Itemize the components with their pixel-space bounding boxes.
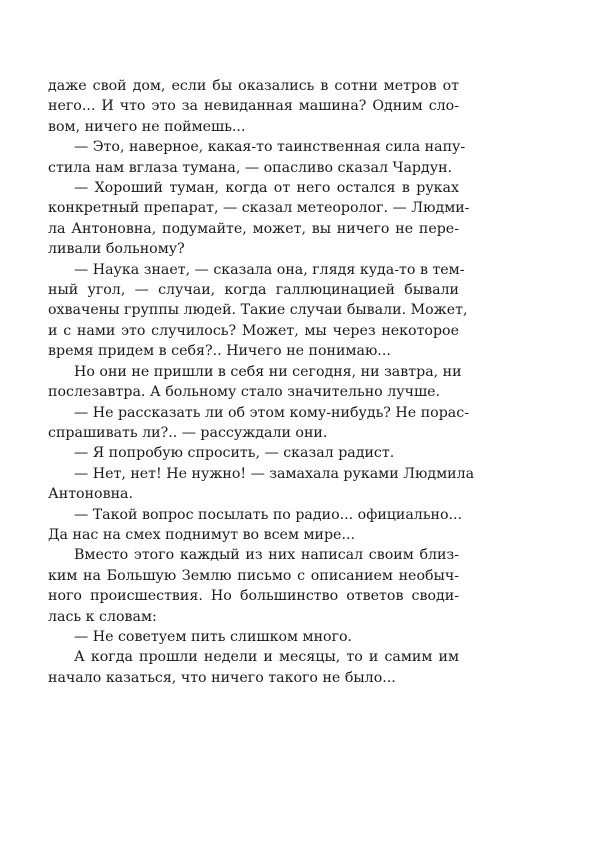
text-line: — Я попробую спросить, — сказал радист. <box>74 445 395 462</box>
paragraph <box>48 464 475 505</box>
text-line: ливали больному? <box>48 241 185 258</box>
text-line: конкретный препарат, — сказал метеоролог. — Людми- <box>48 200 470 217</box>
text-line: стила нам вглаза тумана, — опасливо сказал Чардун. <box>48 159 453 176</box>
text-line: даже свой дом, если бы оказались в сотни метров от <box>48 78 459 94</box>
text-line: ного происшествия. Но большинство ответов своди- <box>48 588 459 605</box>
text-line: послезавтра. А больному стало значительно лучше. <box>48 384 441 401</box>
text-line: него... И что это за невиданная машина? Одним сло- <box>48 98 459 115</box>
text-line: А когда прошли недели и месяцы, то и самим им <box>74 649 459 666</box>
text-line: охвачены группы людей. Такие случаи бывали. Может, <box>48 302 468 319</box>
paragraph <box>48 76 459 137</box>
paragraph <box>48 545 459 627</box>
text-line: начало казаться, что ничего такого не было... <box>48 669 396 686</box>
text-line: — Это, наверное, какая-то таинственная сила напу- <box>74 139 466 156</box>
text-line: Антоновна. <box>48 486 134 503</box>
text-line: ким на Большую Землю письмо с описанием необыч- <box>48 567 459 584</box>
text-line: Но они не пришли в себя ни сегодня, ни завтра, ни <box>74 363 462 380</box>
paragraph <box>48 260 468 362</box>
text-line: вом, ничего не поймешь... <box>48 118 246 135</box>
text-line: Вместо этого каждый из них написал своим близ- <box>74 547 459 564</box>
text-line: — Не рассказать ли об этом кому-нибудь? Не порас- <box>74 404 469 421</box>
paragraph <box>48 403 469 444</box>
paragraph <box>48 443 459 463</box>
paragraph <box>48 647 459 688</box>
text-line: — Не советуем пить слишком много. <box>74 628 353 645</box>
text-line: и с нами это случилось? Может, мы через некоторое <box>48 322 459 339</box>
text-line: время придем в себя?.. Ничего не понимаю... <box>48 343 391 360</box>
paragraph <box>48 505 463 546</box>
paragraph <box>48 362 462 403</box>
text-line: — Такой вопрос посылать по радио... официально... <box>74 506 463 523</box>
paragraph <box>48 137 466 178</box>
text-line: — Хороший туман, когда от него остался в руках <box>74 180 459 197</box>
paragraph <box>48 627 459 647</box>
text-line: ный угол, — случаи, когда галлюцинацией бывали <box>48 282 459 299</box>
text-line: лась к словам: <box>48 608 157 625</box>
page-text <box>48 76 475 688</box>
text-line: Да нас на смех поднимут во всем мире... <box>48 526 355 543</box>
text-line: — Нет, нет! Не нужно! — замахала руками Людмила <box>74 465 475 482</box>
text-line: ла Антоновна, подумайте, может, вы ничего не пере- <box>48 220 459 237</box>
text-line: — Наука знает, — сказала она, глядя куда-то в тем- <box>74 261 465 278</box>
text-line: спрашивать ли?.. — рассуждали они. <box>48 424 328 441</box>
paragraph <box>48 178 470 260</box>
